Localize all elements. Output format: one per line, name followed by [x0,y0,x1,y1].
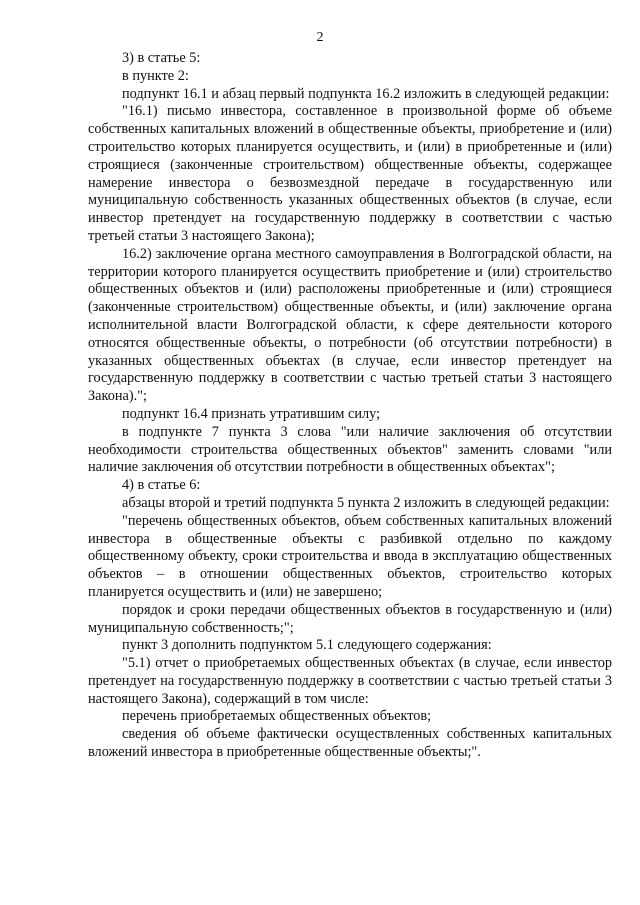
paragraph-investment-info: сведения об объеме фактически осуществленных собственных капитальных вложений инвестора в приобретенные общественные объекты;". [88,726,612,761]
paragraph-article5: 3) в статье 5: [122,50,201,66]
paragraph-acquired-list: перечень приобретаемых общественных объектов; [122,708,432,725]
page-number: 2 [316,30,324,45]
document-body [88,50,612,762]
paragraph-16-4: подпункт 16.4 признать утратившим силу; [122,405,381,422]
paragraph-list-objects: "перечень общественных объектов, объем собственных капитальных вложений инвестора в общественные объекты с разбивкой отдельно по каждому общественному объекту, сроки строительства и ввода в эксплуатацию общественных объектов – в отношении общественных объектов, строительство которых планируется осуществить и (или) не завершено; [88,512,612,600]
paragraph-article6: 4) в статье 6: [122,477,201,494]
paragraph-amend-16-1: подпункт 16.1 и абзац первый подпункта 16.2 изложить в следующей редакции: [122,85,610,102]
paragraph-16-2: 16.2) заключение органа местного самоуправления в Волгоградской области, на территории которого планируется осуществить приобретение и (или) строительство общественных объектов и (или) расположены приобретенные и (или) строящиеся (законченные строительством) общественные объекты, и (или) заключение органа исполнительной власти Волгоградской области, к сфере деятельности которого относятся общественные объекты, о потребности (об отсутствии потребности) в указанных общественных объектах (в случае, если инвестор претендует на государственную поддержку в соответствии с частью третьей статьи 3 настоящего Закона)."; [88,245,612,405]
paragraph-5-1: "5.1) отчет о приобретаемых общественных объектах (в случае, если инвестор претендует на государственную поддержку в соответствии с частью третьей статьи 3 настоящего Закона), содержащий в том числе: [88,655,612,707]
paragraph-transfer-order: порядок и сроки передачи общественных объектов в государственную и (или) муниципальную собственность;"; [88,601,612,636]
paragraph-16-1: "16.1) письмо инвестора, составленное в произвольной форме об объеме собственных капитальных вложений в общественные объекты, приобретение и (или) строительство которых планируется осуществить, и (или) в приобретенные и (или) строящиеся (законченные строительством) общественные объекты, содержащее намерение инвестора о безвозмездной передаче в государственную или муниципальную собственность указанных общественных объектов (в случае, если инвестор претендует на государственную поддержку в соответствии с частью третьей статьи 3 настоящего Закона); [88,103,612,244]
paragraph-amend-sub5: абзацы второй и третий подпункта 5 пункта 2 изложить в следующей редакции: [122,494,610,511]
paragraph-point2: в пункте 2: [122,67,189,84]
paragraph-point3-sub7: в подпункте 7 пункта 3 слова "или наличие заключения об отсутствии необходимости строительства общественных объектов" заменить словами "или наличие заключения об отсутствии потребности в общественных объектах"; [88,423,612,476]
paragraph-point3-add: пункт 3 дополнить подпунктом 5.1 следующего содержания: [122,637,492,654]
